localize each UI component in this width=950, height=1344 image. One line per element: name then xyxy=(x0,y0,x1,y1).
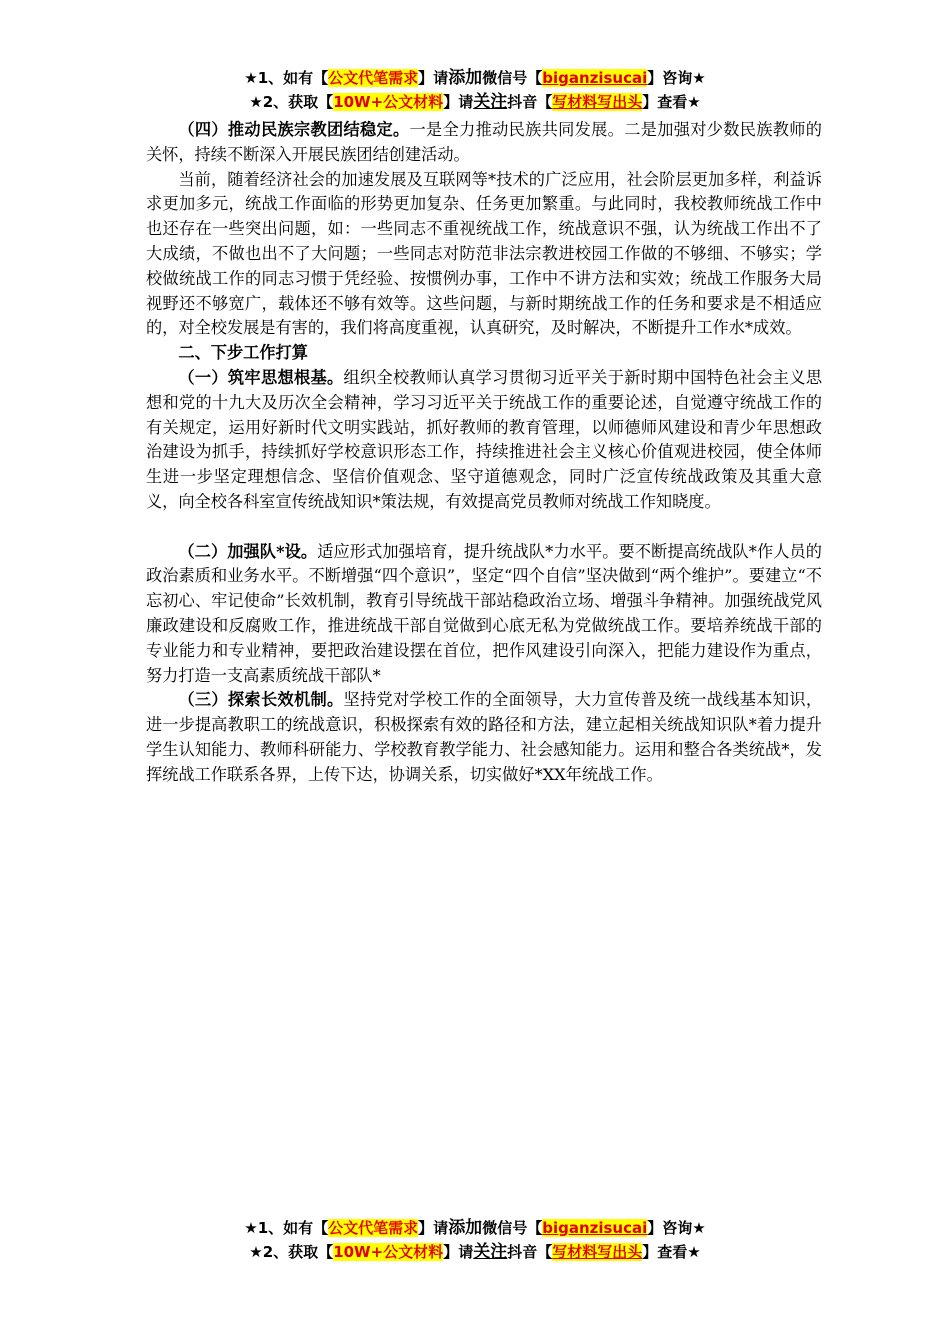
banner-emphasis: 关注 xyxy=(473,92,508,112)
banner-emphasis: 关注 xyxy=(473,1242,508,1262)
banner-text: 】查看★ xyxy=(642,1243,701,1261)
paragraph-text: 一是全力推动民族共同发展。二是加强对少数民族教师的关怀，持续不断深入开展民族团结创建活动。 xyxy=(146,120,822,164)
banner-text: 微信号【 xyxy=(482,1219,543,1237)
section-title: （四）推动民族宗教团结稳定。 xyxy=(178,120,410,139)
banner-text: 】请 xyxy=(418,69,449,87)
highlight-wechat-id: biganzisucai xyxy=(542,69,648,87)
banner-text: ★2、获取【 xyxy=(249,1243,334,1261)
section-title: （二）加强队*设。 xyxy=(178,541,318,561)
banner-line-1 xyxy=(0,1216,950,1240)
header-banner xyxy=(0,66,950,114)
highlight-douyin: 写材料写出头 xyxy=(552,1243,643,1261)
banner-text: ★1、如有【 xyxy=(244,1219,329,1237)
banner-text: 】咨询★ xyxy=(647,1219,706,1237)
banner-text: 抖音【 xyxy=(507,1243,553,1261)
banner-text: 】请 xyxy=(443,1243,474,1261)
highlight-materials: 10W+公文材料 xyxy=(333,1243,444,1261)
banner-text: ★2、获取【 xyxy=(249,93,334,111)
banner-text: 微信号【 xyxy=(482,69,543,87)
banner-emphasis: 添加 xyxy=(448,1218,483,1238)
spacer xyxy=(146,515,822,540)
paragraph-ideology xyxy=(146,366,822,515)
paragraph-text: 坚持党对学校工作的全面领导，大力宣传普及统一战线基本知识，进一步提高教职工的统战意识，积极探索有效的路径和方法，建立起相关统战知识队*着力提升学生认知能力、教师科研能力、学校教育教学能力、社会感知能力。运用和整合各类统战*，发挥统战工作联系各界，上传下达，协调关系，切实做好*XX年统战工作。 xyxy=(146,690,823,784)
highlight-wechat-id: biganzisucai xyxy=(542,1219,648,1237)
highlight-materials: 10W+公文材料 xyxy=(333,93,444,111)
footer-banner xyxy=(0,1216,950,1264)
banner-text: 】查看★ xyxy=(642,93,701,111)
document-body xyxy=(146,118,822,788)
heading-next-steps: 二、下步工作打算 xyxy=(178,343,308,363)
paragraph-text: 组织全校教师认真学习贯彻习近平关于新时期中国特色社会主义思想和党的十九大及历次全会精神，学习习近平关于统战工作的重要论述，自觉遵守统战工作的有关规定，运用好新时代文明实践站，抓好教师的教育管理，以师德师风建设和青少年思想政治建设为抓手，持续抓好学校意识形态工作，持续推进社会主义核心价值观进校园，使全体师生进一步坚定理想信念、坚信价值观念、坚守道德观念，同时广泛宣传统战政策及其重大意义，向全校各科室宣传统战知识*策法规，有效提高党员教师对统战工作知晓度。 xyxy=(146,367,823,511)
section-title: （三）探索长效机制。 xyxy=(178,690,344,710)
banner-emphasis: 添加 xyxy=(448,68,483,88)
paragraph-problems: 当前，随着经济社会的加速发展及互联网等*技术的广泛应用，社会阶层更加多样，利益诉求更加多元，统战工作面临的形势更加复杂、任务更加繁重。与此同时，我校教师统战工作中也还存在一些突出问题，如：一些同志不重视统战工作，统战意识不强，认为统战工作出不了大成绩，不做也出不了大问题；一些同志对防范非法宗教进校园工作做的不够细、不够实；学校做统战工作的同志习惯于凭经验、按惯例办事，工作中不讲方法和实效；统战工作服务大局视野还不够宽广，载体还不够有效等。这些问题，与新时期统战工作的任务和要求是不相适应的，对全校发展是有害的，我们将高度重视，认真研究，及时解决，不断提升工作水*成效。 xyxy=(146,169,822,338)
highlight-douyin: 写材料写出头 xyxy=(552,93,643,111)
paragraph-team-building xyxy=(146,540,822,689)
paragraph-ethnic-unity xyxy=(146,118,822,168)
highlight-service: 公文代笔需求 xyxy=(328,1219,419,1237)
banner-text: 】请 xyxy=(443,93,474,111)
paragraph-text: 适应形式加强培育，提升统战队*力水平。要不断提高统战队*作人员的政治素质和业务水平。不断增强“四个意识”，坚定“四个自信”坚决做到“两个维护”。要建立“不忘初心、牢记使命”长效机制，教育引导统战干部站稳政治立场、增强斗争精神。加强统战党风廉政建设和反腐败工作，推进统战干部自觉做到心底无私为党做统战工作。要培养统战干部的专业能力和专业精神，要把政治建设摆在首位，把作风建设引向深入，把能力建设作为重点，努力打造一支高素质统战干部队* xyxy=(146,541,822,685)
section-title: （一）筑牢思想根基。 xyxy=(178,367,344,387)
banner-text: 】请 xyxy=(418,1219,449,1237)
banner-text: 】咨询★ xyxy=(647,69,706,87)
banner-text: ★1、如有【 xyxy=(244,69,329,87)
banner-line-2 xyxy=(0,1240,950,1264)
banner-text: 抖音【 xyxy=(507,93,553,111)
banner-line-2 xyxy=(0,90,950,114)
banner-line-1 xyxy=(0,66,950,90)
paragraph-mechanism xyxy=(146,688,822,787)
highlight-service: 公文代笔需求 xyxy=(328,69,419,87)
